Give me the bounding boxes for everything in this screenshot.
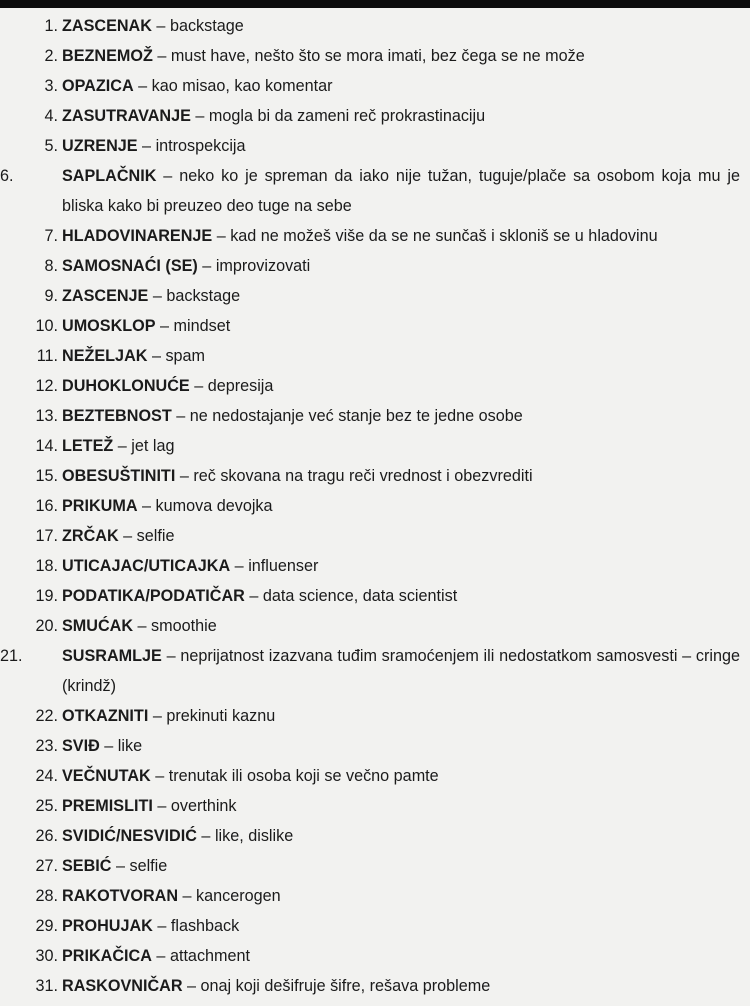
item-term: ZASCENAK [62,17,152,35]
list-item: 31. RASKOVNIČAR – onaj koji dešifruje šifre, rešava probleme [0,971,750,1001]
item-number: 2. [44,47,58,65]
item-definition: influenser [248,557,319,575]
item-term: ZASCENJE [62,287,149,305]
list-item: 30. PRIKAČICA – attachment [0,941,750,971]
item-number: 7. [44,227,58,245]
item-number: 15. [35,467,58,485]
item-definition: like [117,737,143,755]
item-definition: data science, data scientist [262,587,458,605]
item-number: 20. [35,617,58,635]
item-term: NEŽELJAK [62,347,148,365]
item-number: 30. [35,947,58,965]
item-number: 6. [0,167,14,185]
item-term: SUSRAMLJE [62,647,162,665]
list-item: 25. PREMISLITI – overthink [0,791,750,821]
list-item: 12. DUHOKLONUĆE – depresija [0,371,750,401]
item-term: OPAZICA [62,77,134,95]
item-number: 17. [35,527,58,545]
list-item: 26. SVIDIĆ/NESVIDIĆ – like, dislike [0,821,750,851]
item-number: 21. [0,647,23,665]
item-number: 25. [35,797,58,815]
item-definition: smoothie [151,617,217,635]
item-number: 24. [35,767,58,785]
list-item: 28. RAKOTVORAN – kancerogen [0,881,750,911]
item-definition: onaj koji dešifruje šifre, rešava probleme [200,977,491,995]
item-number: 29. [35,917,58,935]
item-term: PROHUJAK [62,917,153,935]
item-term: SAMOSNAĆI (SE) [62,257,198,275]
item-number: 8. [44,257,58,275]
list-item: 29. PROHUJAK – flashback [0,911,750,941]
item-term: SVIĐ [62,737,100,755]
item-definition: mindset [173,317,231,335]
item-definition: kancerogen [196,887,281,905]
item-definition: neko ko je spreman da iako nije tužan, tuguje/plače sa osobom koja mu je bliska kako bi preuzeo deo tuge na sebe [62,167,741,215]
item-term: VEČNUTAK [62,767,151,785]
item-number: 10. [35,317,58,335]
item-number: 23. [35,737,58,755]
item-number: 9. [44,287,58,305]
item-definition: attachment [169,947,251,965]
item-definition: jet lag [131,437,175,455]
item-definition: selfie [129,857,168,875]
item-definition: selfie [136,527,175,545]
item-term: UTICAJAC/UTICAJKA [62,557,231,575]
list-item: 8. SAMOSNAĆI (SE) – improvizovati [0,251,750,281]
list-item: 13. BEZTEBNOST – ne nedostajanje već stanje bez te jedne osobe [0,401,750,431]
item-definition: neprijatnost izazvana tuđim sramoćenjem ili nedostatkom samosvesti – cringe (krindž) [62,647,740,695]
item-number: 28. [35,887,58,905]
list-item: 19. PODATIKA/PODATIČAR – data science, data scientist [0,581,750,611]
list-item: 4. ZASUTRAVANJE – mogla bi da zameni reč prokrastinaciju [0,101,750,131]
list-item: 2. BEZNEMOŽ – must have, nešto što se mora imati, bez čega se ne može [0,41,750,71]
item-definition: kad ne možeš više da se ne sunčaš i skloniš se u hladovinu [230,227,658,245]
item-number: 5. [44,137,58,155]
list-item: 15. OBESUŠTINITI – reč skovana na tragu reči vrednost i obezvrediti [0,461,750,491]
item-term: SAPLAČNIK [62,167,157,185]
item-term: BEZTEBNOST [62,407,172,425]
list-item: 6. SAPLAČNIK – neko ko je spreman da iako nije tužan, tuguje/plače sa osobom koja mu je bliska kako bi preuzeo deo tuge na sebe [0,161,750,221]
item-definition: trenutak ili osoba koji se večno pamte [168,767,439,785]
list-item: 18. UTICAJAC/UTICAJKA – influenser [0,551,750,581]
list-item: 3. OPAZICA – kao misao, kao komentar [0,71,750,101]
item-term: RAKOTVORAN [62,887,179,905]
item-term: ZASUTRAVANJE [62,107,191,125]
item-term: SEBIĆ [62,857,112,875]
item-definition: kao misao, kao komentar [151,77,333,95]
item-term: ZRČAK [62,527,119,545]
list-item: 17. ZRČAK – selfie [0,521,750,551]
word-list [0,11,750,1001]
item-definition: reč skovana na tragu reči vrednost i obezvrediti [193,467,533,485]
item-definition: must have, nešto što se mora imati, bez čega se ne može [170,47,585,65]
item-number: 3. [44,77,58,95]
item-term: HLADOVINARENJE [62,227,213,245]
item-number: 12. [35,377,58,395]
item-term: UMOSKLOP [62,317,156,335]
item-term: BEZNEMOŽ [62,47,153,65]
item-number: 14. [35,437,58,455]
item-definition: flashback [170,917,240,935]
list-item: 7. HLADOVINARENJE – kad ne možeš više da se ne sunčaš i skloniš se u hladovinu [0,221,750,251]
item-term: PRIKUMA [62,497,138,515]
list-item: 27. SEBIĆ – selfie [0,851,750,881]
item-term: OTKAZNITI [62,707,149,725]
list-item: 20. SMUĆAK – smoothie [0,611,750,641]
list-item: 1. ZASCENAK – backstage [0,11,750,41]
top-bar [0,0,750,8]
list-item: 14. LETEŽ – jet lag [0,431,750,461]
item-definition: kumova devojka [155,497,273,515]
item-definition: prekinuti kaznu [166,707,276,725]
item-definition: improvizovati [215,257,311,275]
item-term: PREMISLITI [62,797,153,815]
item-term: UZRENJE [62,137,138,155]
item-definition: introspekcija [155,137,246,155]
list-item: 11. NEŽELJAK – spam [0,341,750,371]
item-definition: backstage [166,287,241,305]
list-item: 22. OTKAZNITI – prekinuti kaznu [0,701,750,731]
item-definition: ne nedostajanje već stanje bez te jedne osobe [189,407,523,425]
list-item: 5. UZRENJE – introspekcija [0,131,750,161]
item-number: 4. [44,107,58,125]
item-number: 11. [36,347,58,365]
item-term: SVIDIĆ/NESVIDIĆ [62,827,197,845]
item-number: 19. [35,587,58,605]
item-definition: like, dislike [214,827,294,845]
item-definition: mogla bi da zameni reč prokrastinaciju [208,107,486,125]
item-number: 18. [35,557,58,575]
list-item: 16. PRIKUMA – kumova devojka [0,491,750,521]
item-definition: spam [165,347,206,365]
item-number: 31. [35,977,58,995]
item-definition: backstage [169,17,244,35]
item-number: 26. [35,827,58,845]
list-item: 23. SVIĐ – like [0,731,750,761]
item-term: LETEŽ [62,437,114,455]
item-term: PRIKAČICA [62,947,152,965]
list-item: 10. UMOSKLOP – mindset [0,311,750,341]
list-item: 21. SUSRAMLJE – neprijatnost izazvana tuđim sramoćenjem ili nedostatkom samosvesti – cringe (krindž) [0,641,750,701]
item-term: PODATIKA/PODATIČAR [62,587,245,605]
item-number: 16. [35,497,58,515]
item-term: SMUĆAK [62,617,134,635]
item-definition: depresija [207,377,274,395]
item-term: DUHOKLONUĆE [62,377,190,395]
item-term: RASKOVNIČAR [62,977,183,995]
item-term: OBESUŠTINITI [62,467,176,485]
item-number: 13. [35,407,58,425]
list-item: 9. ZASCENJE – backstage [0,281,750,311]
item-number: 22. [35,707,58,725]
item-number: 27. [35,857,58,875]
list-item: 24. VEČNUTAK – trenutak ili osoba koji se večno pamte [0,761,750,791]
item-definition: overthink [170,797,237,815]
item-number: 1. [44,17,58,35]
